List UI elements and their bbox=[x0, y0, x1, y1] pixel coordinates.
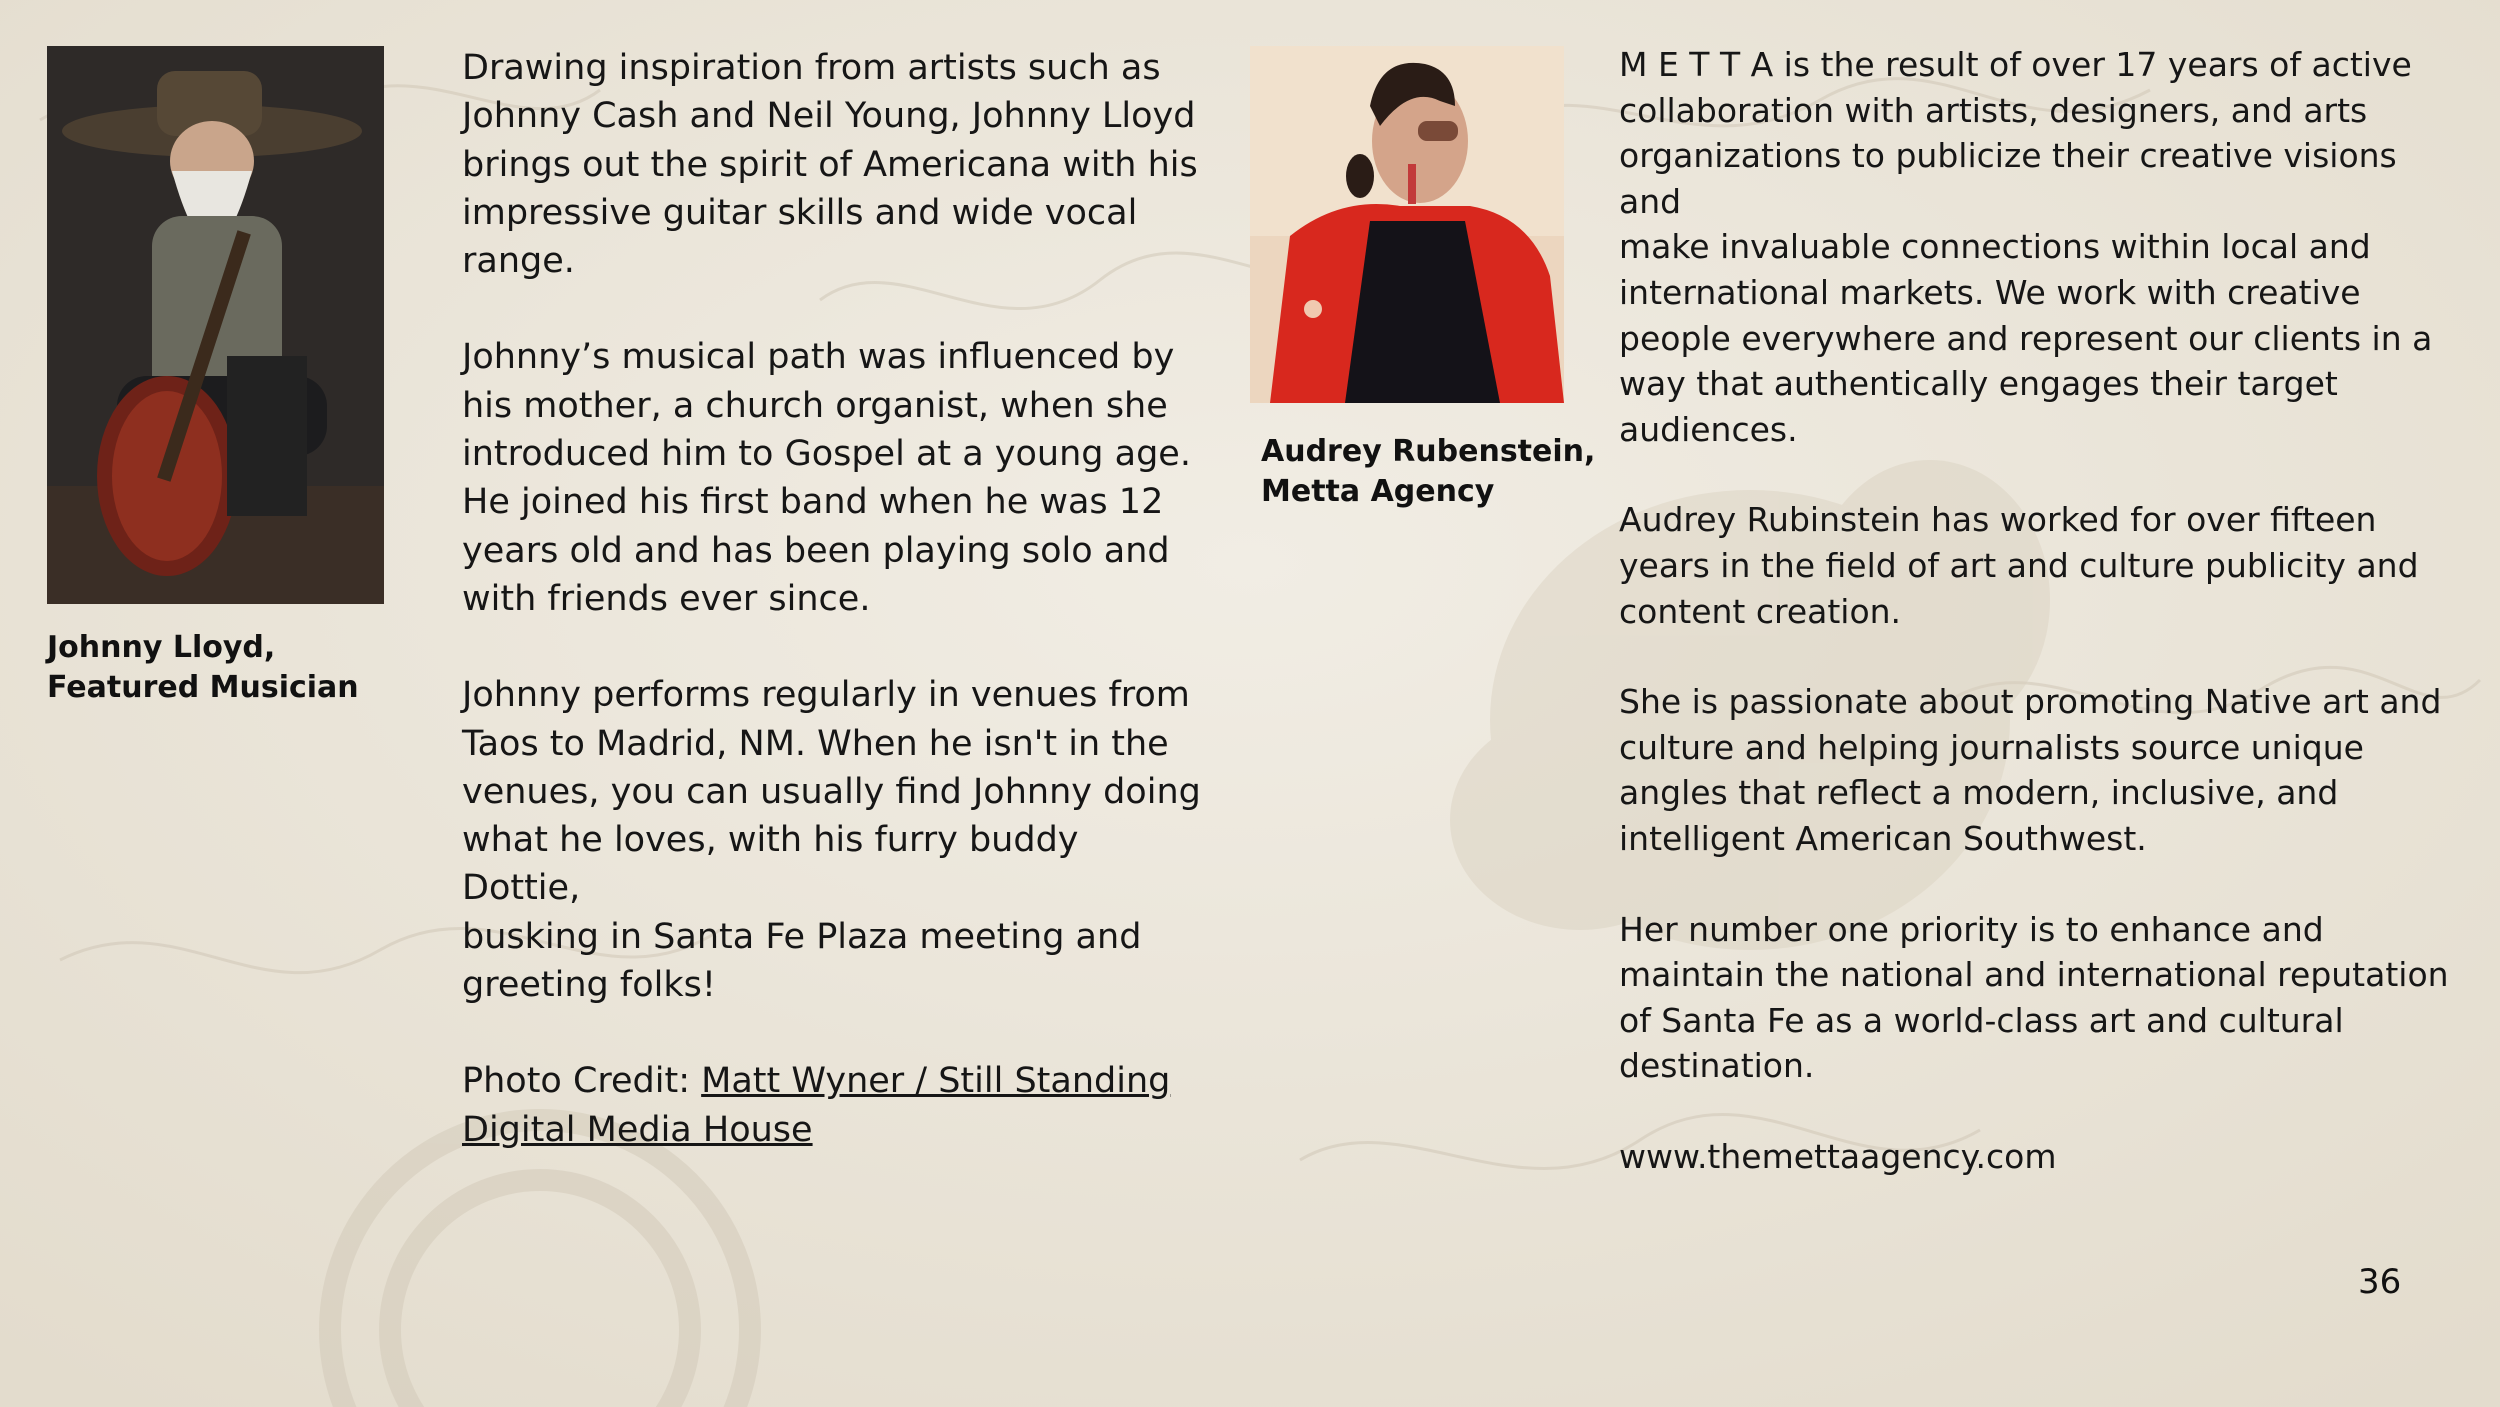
page-number: 36 bbox=[2358, 1262, 2402, 1302]
johnny-lloyd-caption bbox=[47, 628, 359, 708]
bio-paragraph: Johnny performs regularly in venues from Taos to Madrid, NM. When he isn't in the venues, you can usually find Johnny doing what he loves, with his furry buddy Dottie, busking in Santa Fe Plaza meeting and greeting folks! bbox=[462, 675, 1201, 1006]
johnny-lloyd-bio bbox=[462, 44, 1202, 1202]
photo-credit bbox=[462, 1057, 1202, 1154]
caption-role: Metta Agency bbox=[1261, 474, 1495, 509]
bio-paragraph: Audrey Rubinstein has worked for over fifteen years in the field of art and culture publicity and content creation. bbox=[1619, 500, 2419, 631]
audrey-rubenstein-caption bbox=[1261, 432, 1595, 512]
photo-credit-link[interactable]: Matt Wyner / Still Standing bbox=[701, 1061, 1171, 1102]
caption-name: Audrey Rubenstein, bbox=[1261, 434, 1596, 469]
photo-credit-link-continued[interactable]: Digital Media House bbox=[462, 1109, 813, 1150]
audrey-rubenstein-photo bbox=[1250, 46, 1564, 403]
bio-paragraph: Drawing inspiration from artists such as Johnny Cash and Neil Young, Johnny Lloyd brings out the spirit of Americana with his impressive guitar skills and wide vocal range. bbox=[462, 48, 1198, 282]
bio-paragraph: Her number one priority is to enhance and maintain the national and international reputation of Santa Fe as a world-class art and cultural destination. bbox=[1619, 909, 2449, 1086]
caption-role: Featured Musician bbox=[47, 670, 359, 705]
metta-agency-bio bbox=[1619, 42, 2449, 1224]
caption-name: Johnny Lloyd, bbox=[47, 630, 276, 665]
bio-paragraph: M E T T A is the result of over 17 years of active collaboration with artists, designers, and arts organizations to publicize their creative visions and make invaluable connections within local and international markets. We work with creative people everywhere and represent our clients in a way that authentically engages their target audiences. bbox=[1619, 45, 2433, 449]
website-link[interactable]: www.themettaagency.com bbox=[1619, 1136, 2057, 1176]
bio-paragraph: She is passionate about promoting Native art and culture and helping journalists source unique angles that reflect a modern, inclusive, and intelligent American Southwest. bbox=[1619, 682, 2442, 858]
johnny-lloyd-photo bbox=[47, 46, 384, 604]
bio-paragraph: Johnny’s musical path was influenced by his mother, a church organist, when she introduced him to Gospel at a young age. He joined his first band when he was 12 years old and has been playing solo and with friends ever since. bbox=[462, 337, 1191, 619]
photo-credit-label: Photo Credit: bbox=[462, 1061, 702, 1102]
